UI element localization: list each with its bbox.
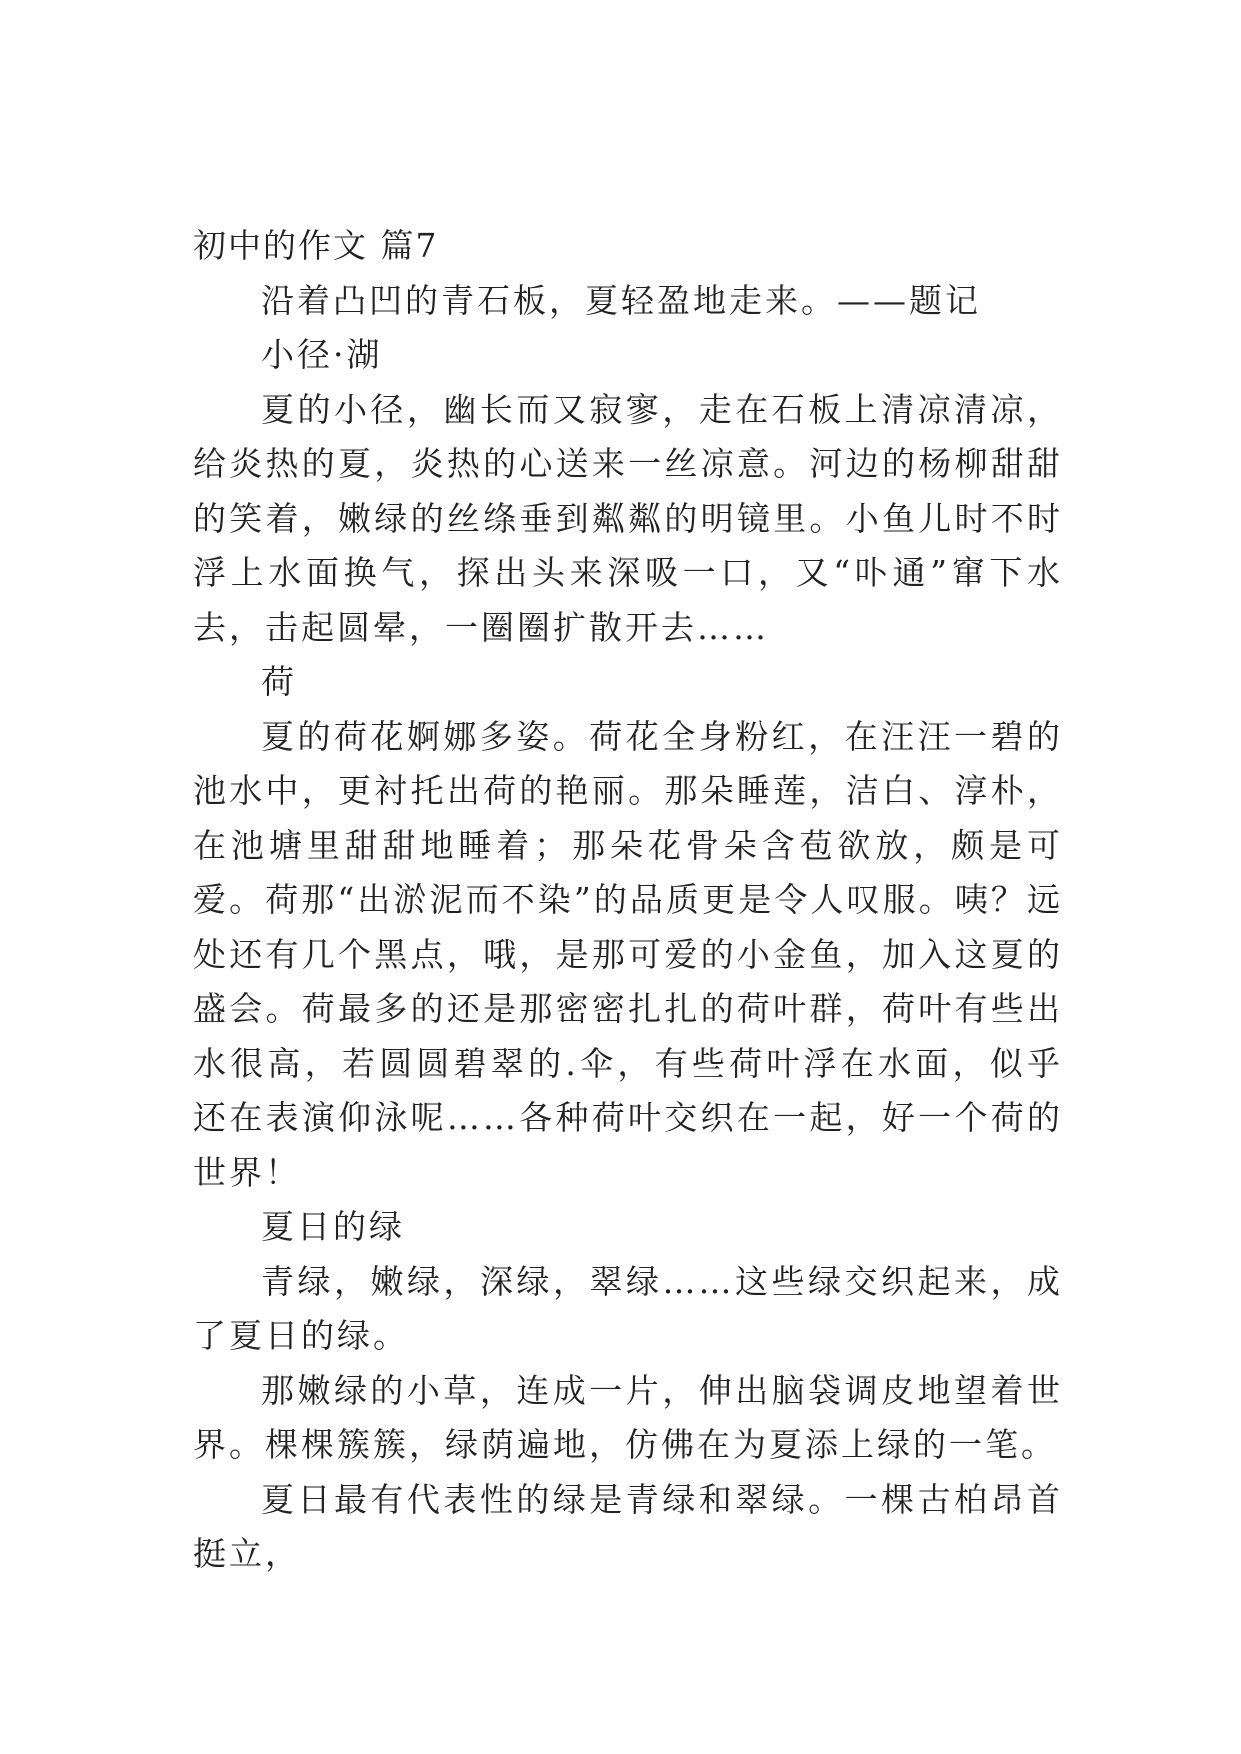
paragraph-path-lake: 夏的小径，幽长而又寂寥，走在石板上清凉清凉，给炎热的夏，炎热的心送来一丝凉意。河边的杨柳甜甜的笑着，嫩绿的丝绦垂到粼粼的明镜里。小鱼儿时不时浮上水面换气，探出头来深吸一口，又“卟通”窜下水去，击起圆晕，一圈圈扩散开去…… — [193, 389, 1063, 647]
paragraph-summer-green-3: 夏日最有代表性的绿是青绿和翠绿。一棵古柏昂首挺立， — [193, 1479, 1063, 1573]
section-heading-summer-green: 夏日的绿 — [261, 1207, 405, 1246]
section-heading-lotus: 荷 — [261, 662, 297, 701]
document-body — [193, 219, 1063, 1582]
document-title: 初中的作文 篇7 — [193, 226, 439, 265]
paragraph-summer-green-1: 青绿，嫩绿，深绿，翠绿……这些绿交织起来，成了夏日的绿。 — [193, 1261, 1063, 1355]
paragraph-lotus: 夏的荷花婀娜多姿。荷花全身粉红，在汪汪一碧的池水中，更衬托出荷的艳丽。那朵睡莲，洁白、淳朴，在池塘里甜甜地睡着；那朵花骨朵含苞欲放，颇是可爱。荷那“出淤泥而不染”的品质更是令人叹服。咦？远处还有几个黑点，哦，是那可爱的小金鱼，加入这夏的盛会。荷最多的还是那密密扎扎的荷叶群，荷叶有些出水很高，若圆圆碧翠的.伞，有些荷叶浮在水面，似乎还在表演仰泳呢……各种荷叶交织在一起，好一个荷的世界！ — [193, 716, 1063, 1192]
paragraph-summer-green-2: 那嫩绿的小草，连成一片，伸出脑袋调皮地望着世界。棵棵簇簇，绿荫遍地，仿佛在为夏添上绿的一笔。 — [193, 1370, 1063, 1464]
section-heading-path-lake: 小径·湖 — [261, 335, 383, 374]
epigraph: 沿着凸凹的青石板，夏轻盈地走来。——题记 — [261, 280, 981, 320]
